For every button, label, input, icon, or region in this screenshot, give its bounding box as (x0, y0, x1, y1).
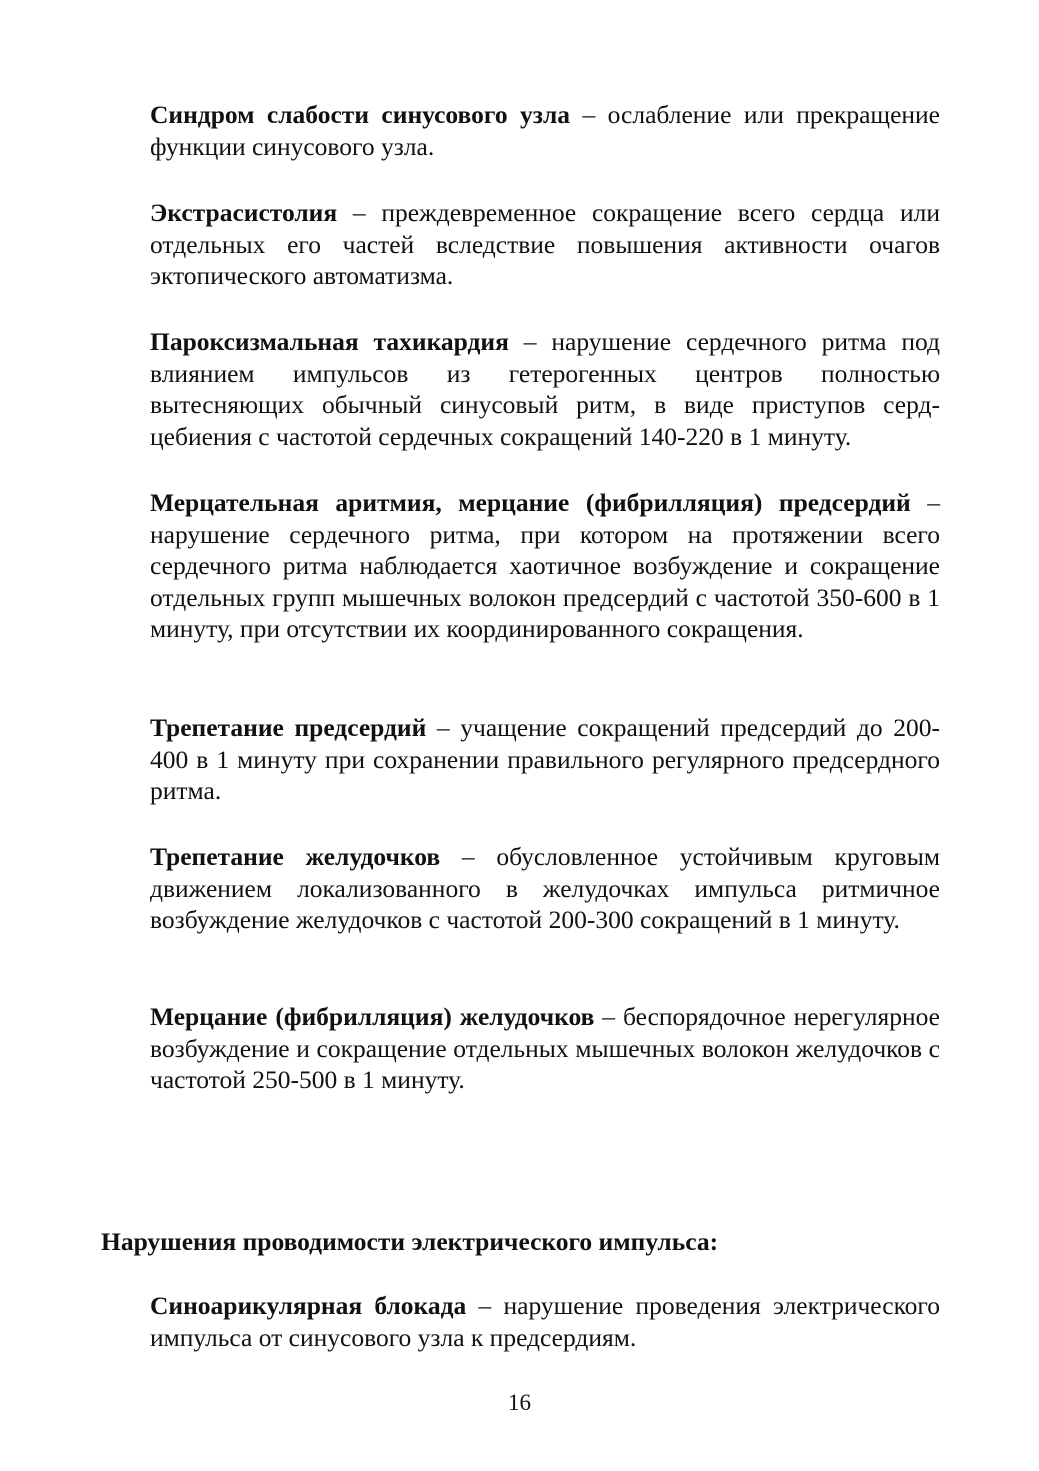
term: Синоарикулярная блокада (150, 1291, 467, 1320)
term: Синдром слабости синусового узла (150, 100, 571, 129)
definition-entry-extrasystole (150, 197, 940, 292)
definition-entry-sinoatrial-block (150, 1290, 940, 1353)
term: Трепетание предсердий (150, 713, 427, 742)
term: Пароксизмальная тахикардия (150, 327, 509, 356)
definition-entry-atrial-fibrillation (150, 487, 940, 645)
definition: – обусловленное устойчивым круговым движением локализованного в желудочках импульса ритмичное возбуждение желудочков с частотой 200-300 сокращений в 1 минуту. (150, 842, 940, 935)
definition-entry-ventricular-fibrillation (150, 1001, 940, 1096)
term: Экстрасистолия (150, 198, 338, 227)
definition: – беспорядочное нерегулярное возбуждение и сокращение отдельных мышечных волокон желудочков с частотой 250-500 в 1 минуту. (150, 1002, 940, 1095)
definition: – учащение сокращений предсердий до 200-400 в 1 минуту при сохранении правильного регулярного предсердного ритма. (150, 713, 940, 806)
definition-entry-sick-sinus (150, 99, 940, 162)
definition: – нарушение проведения электрического импульса от синусового узла к предсердиям. (150, 1291, 940, 1352)
definition-entry-ventricular-flutter (150, 841, 940, 936)
page-number: 16 (508, 1390, 531, 1415)
definition: – ослабление или прекращение функции синусового узла. (150, 100, 940, 161)
section-heading: Нарушения проводимости электрического импульса: (101, 1227, 719, 1256)
definition: – нарушение сердечного ритма, при котором на протяжении всего сердечного ритма наблюдается хаотичное возбуждение и сокращение отдельных групп мышечных волокон предсердий с частотой 350-600 в 1 минуту, при отсутствии их координированного сокращения. (150, 488, 941, 644)
term: Мерцание (фибрилляция) желудочков (150, 1002, 595, 1031)
definition: – нарушение сердечного ритма под влиянием импульсов из гетерогенных центров полностью вытесняющих обычный синусовый ритм, в виде приступов сердцебиения с частотой сердечных сокращений 140-220 в 1 минуту. (150, 327, 940, 451)
definition-entry-paroxysmal-tachycardia (150, 326, 940, 452)
definition-entry-atrial-flutter (150, 712, 940, 807)
term: Трепетание желудочков (150, 842, 441, 871)
definition: – преждевременное сокращение всего сердца или отдельных его частей вследствие повышения активности очагов эктопического автоматизма. (150, 198, 940, 291)
term: Мерцательная аритмия, мерцание (фибрилляция) предсердий (150, 488, 911, 517)
